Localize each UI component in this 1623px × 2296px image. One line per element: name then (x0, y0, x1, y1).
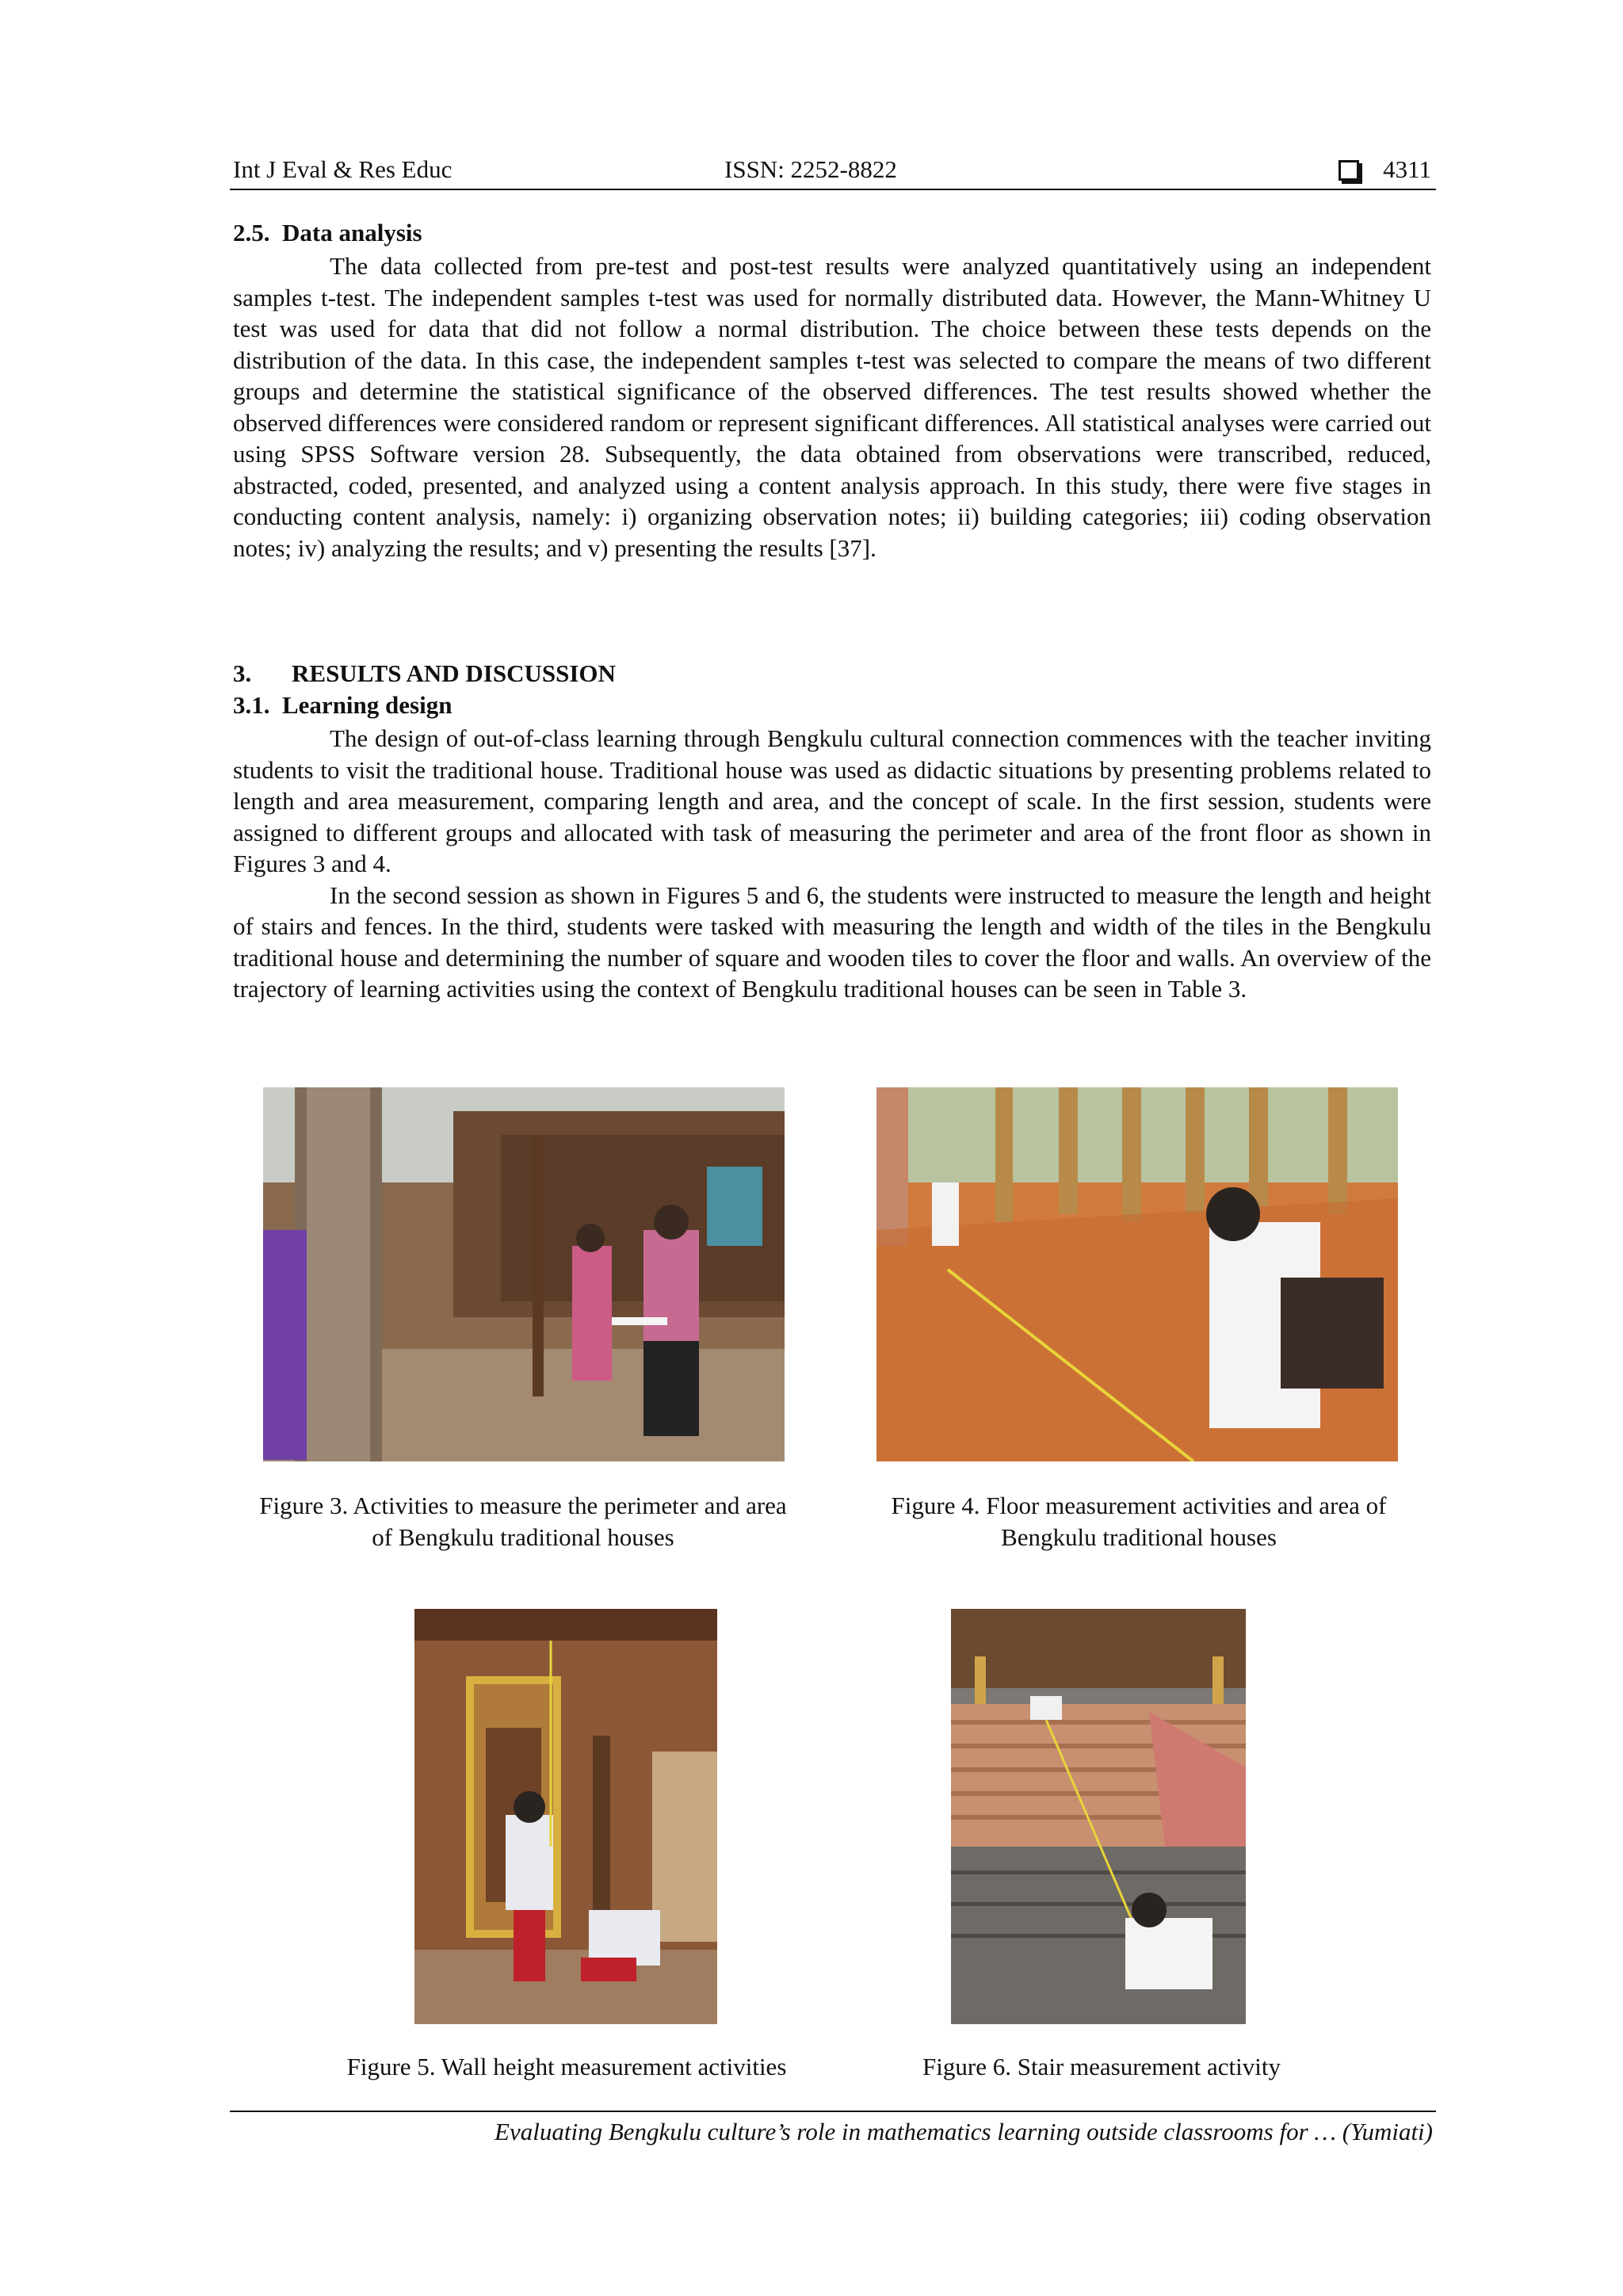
page-number: 4311 (1383, 155, 1431, 183)
figure-4-caption: Figure 4. Floor measurement activities and area of Bengkulu traditional houses (891, 1492, 1387, 1551)
paragraph: The design of out-of-class learning through Bengkulu cultural connection commences with the teacher inviting students to visit the traditional house. Traditional house was used as didactic situations by presenting problems related to length and area measurement, comparing length and area, and the concept of scale. In the first session, students were assigned to different groups and allocated with task of measuring the perimeter and area of the front floor as shown in Figures 3 and 4. (233, 724, 1431, 877)
figure-5-photo (414, 1609, 717, 2024)
figure-5-caption: Figure 5. Wall height measurement activities (346, 2053, 787, 2080)
section-heading-3 (233, 659, 616, 688)
section-title: Learning design (282, 691, 453, 719)
section-number: 2.5. (233, 219, 270, 246)
paragraph: In the second session as shown in Figures 5 and 6, the students were instructed to measure the length and height of stairs and fences. In the third, students were tasked with measuring the length and width of the tiles in the Bengkulu traditional house and determining the number of square and wooden tiles to cover the floor and walls. An overview of the trajectory of learning activities using the context of Bengkulu traditional houses can be seen in Table 3. (233, 881, 1431, 1003)
issn: ISSN: 2252-8822 (724, 155, 897, 183)
footer-rule (230, 2111, 1436, 2112)
running-title: Evaluating Bengkulu culture’s role in mathematics learning outside classrooms for … (Yumiati) (495, 2118, 1433, 2145)
figure-4-photo (876, 1087, 1398, 1461)
figure-3-caption: Figure 3. Activities to measure the perimeter and area of Bengkulu traditional houses (259, 1492, 787, 1551)
journal-name: Int J Eval & Res Educ (233, 155, 453, 183)
square-bullet-icon (1338, 160, 1359, 181)
paragraph: The data collected from pre-test and post-test results were analyzed quantitatively using an independent samples t-test. The independent samples t-test was used for normally distributed data. However, the Mann-Whitney U test was used for data that did not follow a normal distribution. The choice between these tests depends on the distribution of the data. In this case, the independent samples t-test was selected to compare the means of two different groups and determine the statistical significance of the observed differences. The test results showed whether the observed differences were considered random or represent significant differences. All statistical analyses were carried out using SPSS Software version 28. Subsequently, the data obtained from observations were transcribed, reduced, abstracted, coded, presented, and analyzed using a content analysis approach. In this study, there were five stages in conducting content analysis, namely: i) organizing observation notes; ii) building categories; iii) coding observation notes; iv) analyzing the results; and v) presenting the results [37]. (233, 252, 1431, 562)
section-number: 3.1. (233, 691, 270, 719)
section-title: Data analysis (282, 219, 422, 246)
section-title: RESULTS AND DISCUSSION (292, 659, 616, 687)
learning-design-body (233, 723, 1431, 1005)
figure-6-photo (951, 1609, 1246, 2024)
section-number: 3. (233, 659, 252, 687)
figure-6-caption: Figure 6. Stair measurement activity (922, 2053, 1281, 2080)
section-heading-2-5 (233, 219, 422, 247)
figure-3-photo (263, 1087, 785, 1461)
data-analysis-body (233, 250, 1431, 563)
page-header (233, 155, 1434, 190)
header-rule (230, 189, 1436, 190)
section-heading-3-1 (233, 691, 452, 720)
